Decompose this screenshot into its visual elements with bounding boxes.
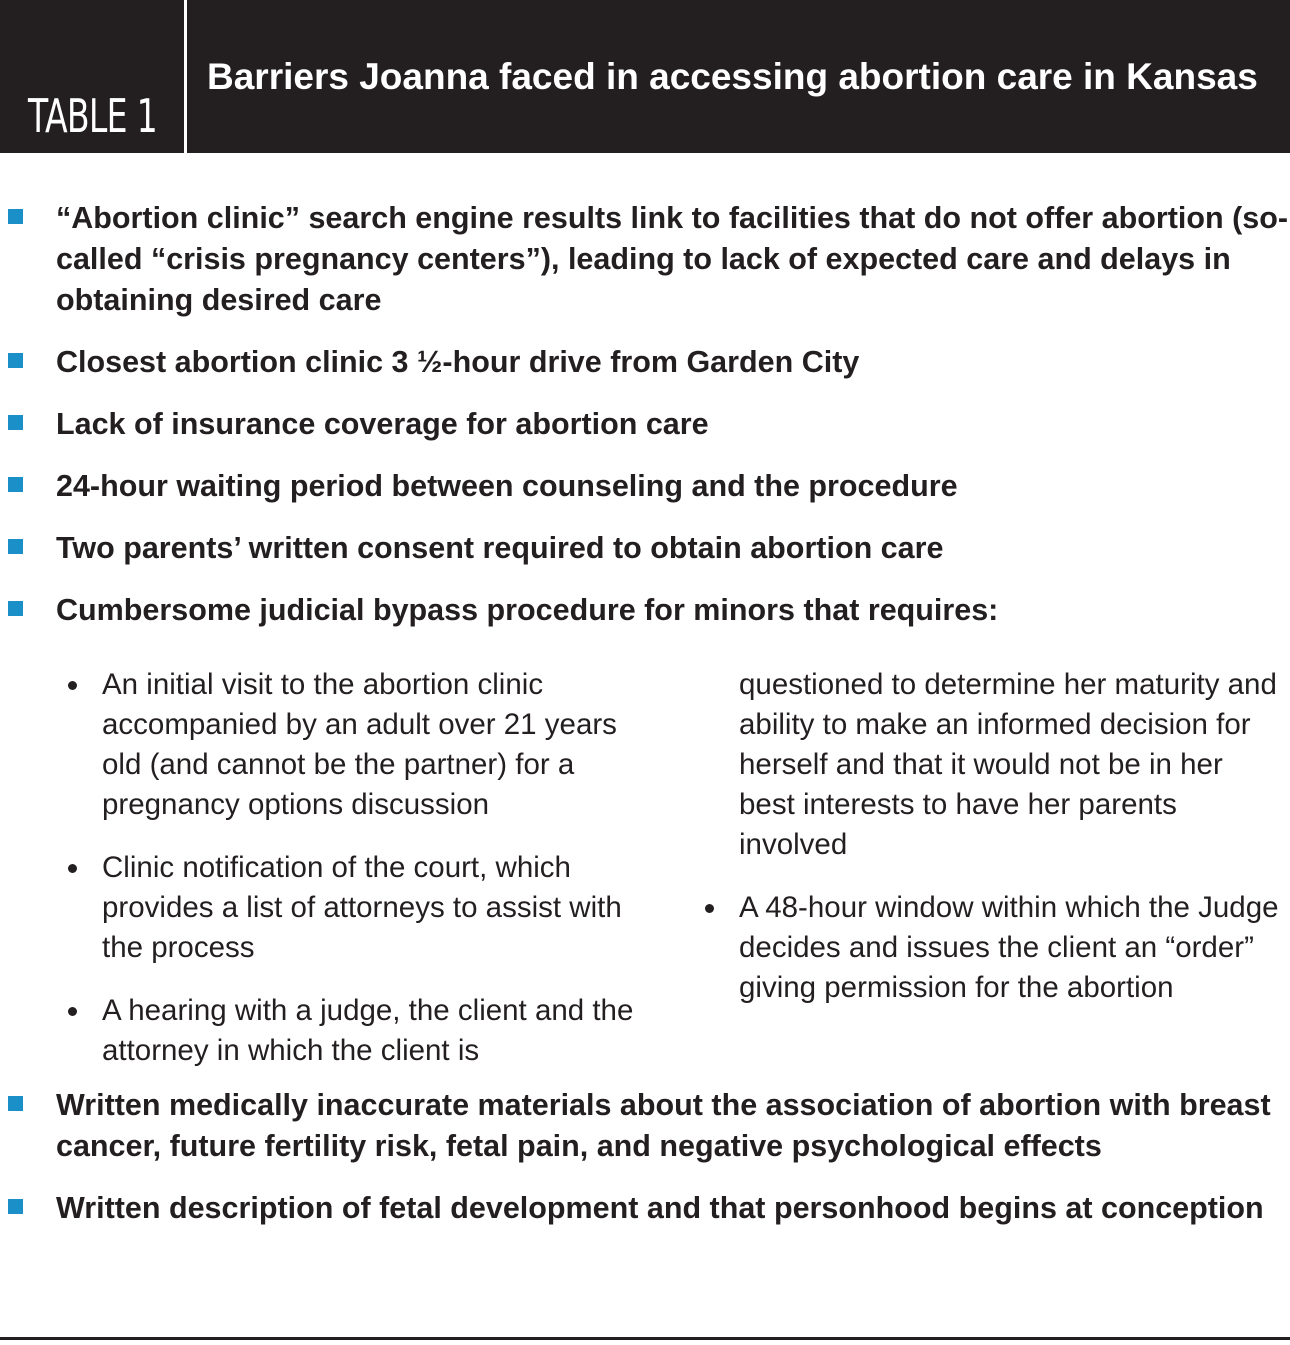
sub-list-item-continuation: questioned to determine her maturity and ability to make an informed decision for herself and that it would not be in her best interests to have her parents involved xyxy=(739,668,1277,861)
square-bullet-icon xyxy=(8,477,23,492)
list-item: Written medically inaccurate materials about the association of abortion with breast cancer, future fertility risk, fetal pain, and negative psychological effects xyxy=(0,1085,1290,1167)
list-item: 24-hour waiting period between counseling and the procedure xyxy=(0,466,1290,507)
sub-list-item: A hearing with a judge, the client and the attorney in which the client is xyxy=(102,991,662,1071)
list-item: Two parents’ written consent required to obtain abortion care xyxy=(0,528,1290,569)
square-bullet-icon xyxy=(8,539,23,554)
square-bullet-icon xyxy=(8,209,23,224)
sub-list-item: Clinic notification of the court, which provides a list of attorneys to assist with the process xyxy=(102,848,662,968)
square-bullet-icon xyxy=(8,1096,23,1111)
dot-bullet-icon xyxy=(68,864,77,873)
barrier-list xyxy=(0,198,1290,1250)
sub-list-item: A 48-hour window within which the Judge decides and issues the client an “order” giving permission for the abortion xyxy=(739,888,1284,1008)
sub-list-right-column xyxy=(739,665,1284,1031)
square-bullet-icon xyxy=(8,1199,23,1214)
list-item: Written description of fetal development and that personhood begins at conception xyxy=(0,1188,1290,1229)
table-header xyxy=(0,0,1290,153)
list-item: “Abortion clinic” search engine results link to facilities that do not offer abortion (so-called “crisis pregnancy centers”), leading to lack of expected care and delays in obtaining desired care xyxy=(0,198,1290,321)
list-item: Cumbersome judicial bypass procedure for minors that requires: xyxy=(0,590,1290,631)
dot-bullet-icon xyxy=(68,1007,77,1016)
dot-bullet-icon xyxy=(705,904,714,913)
list-item: Lack of insurance coverage for abortion care xyxy=(0,404,1290,445)
square-bullet-icon xyxy=(8,415,23,430)
header-divider xyxy=(184,0,187,153)
sub-list-left-column xyxy=(102,665,662,1094)
list-item: Closest abortion clinic 3 ½-hour drive from Garden City xyxy=(0,342,1290,383)
judicial-bypass-requirements xyxy=(0,649,1290,1079)
table-title: Barriers Joanna faced in accessing abortion care in Kansas xyxy=(207,56,1258,97)
sub-list-item: An initial visit to the abortion clinic accompanied by an adult over 21 years old (and cannot be the partner) for a pregnancy options discussion xyxy=(102,665,662,825)
bottom-rule xyxy=(0,1337,1290,1340)
square-bullet-icon xyxy=(8,601,23,616)
dot-bullet-icon xyxy=(68,681,77,690)
square-bullet-icon xyxy=(8,353,23,368)
table-label: TABLE 1 xyxy=(28,89,157,143)
